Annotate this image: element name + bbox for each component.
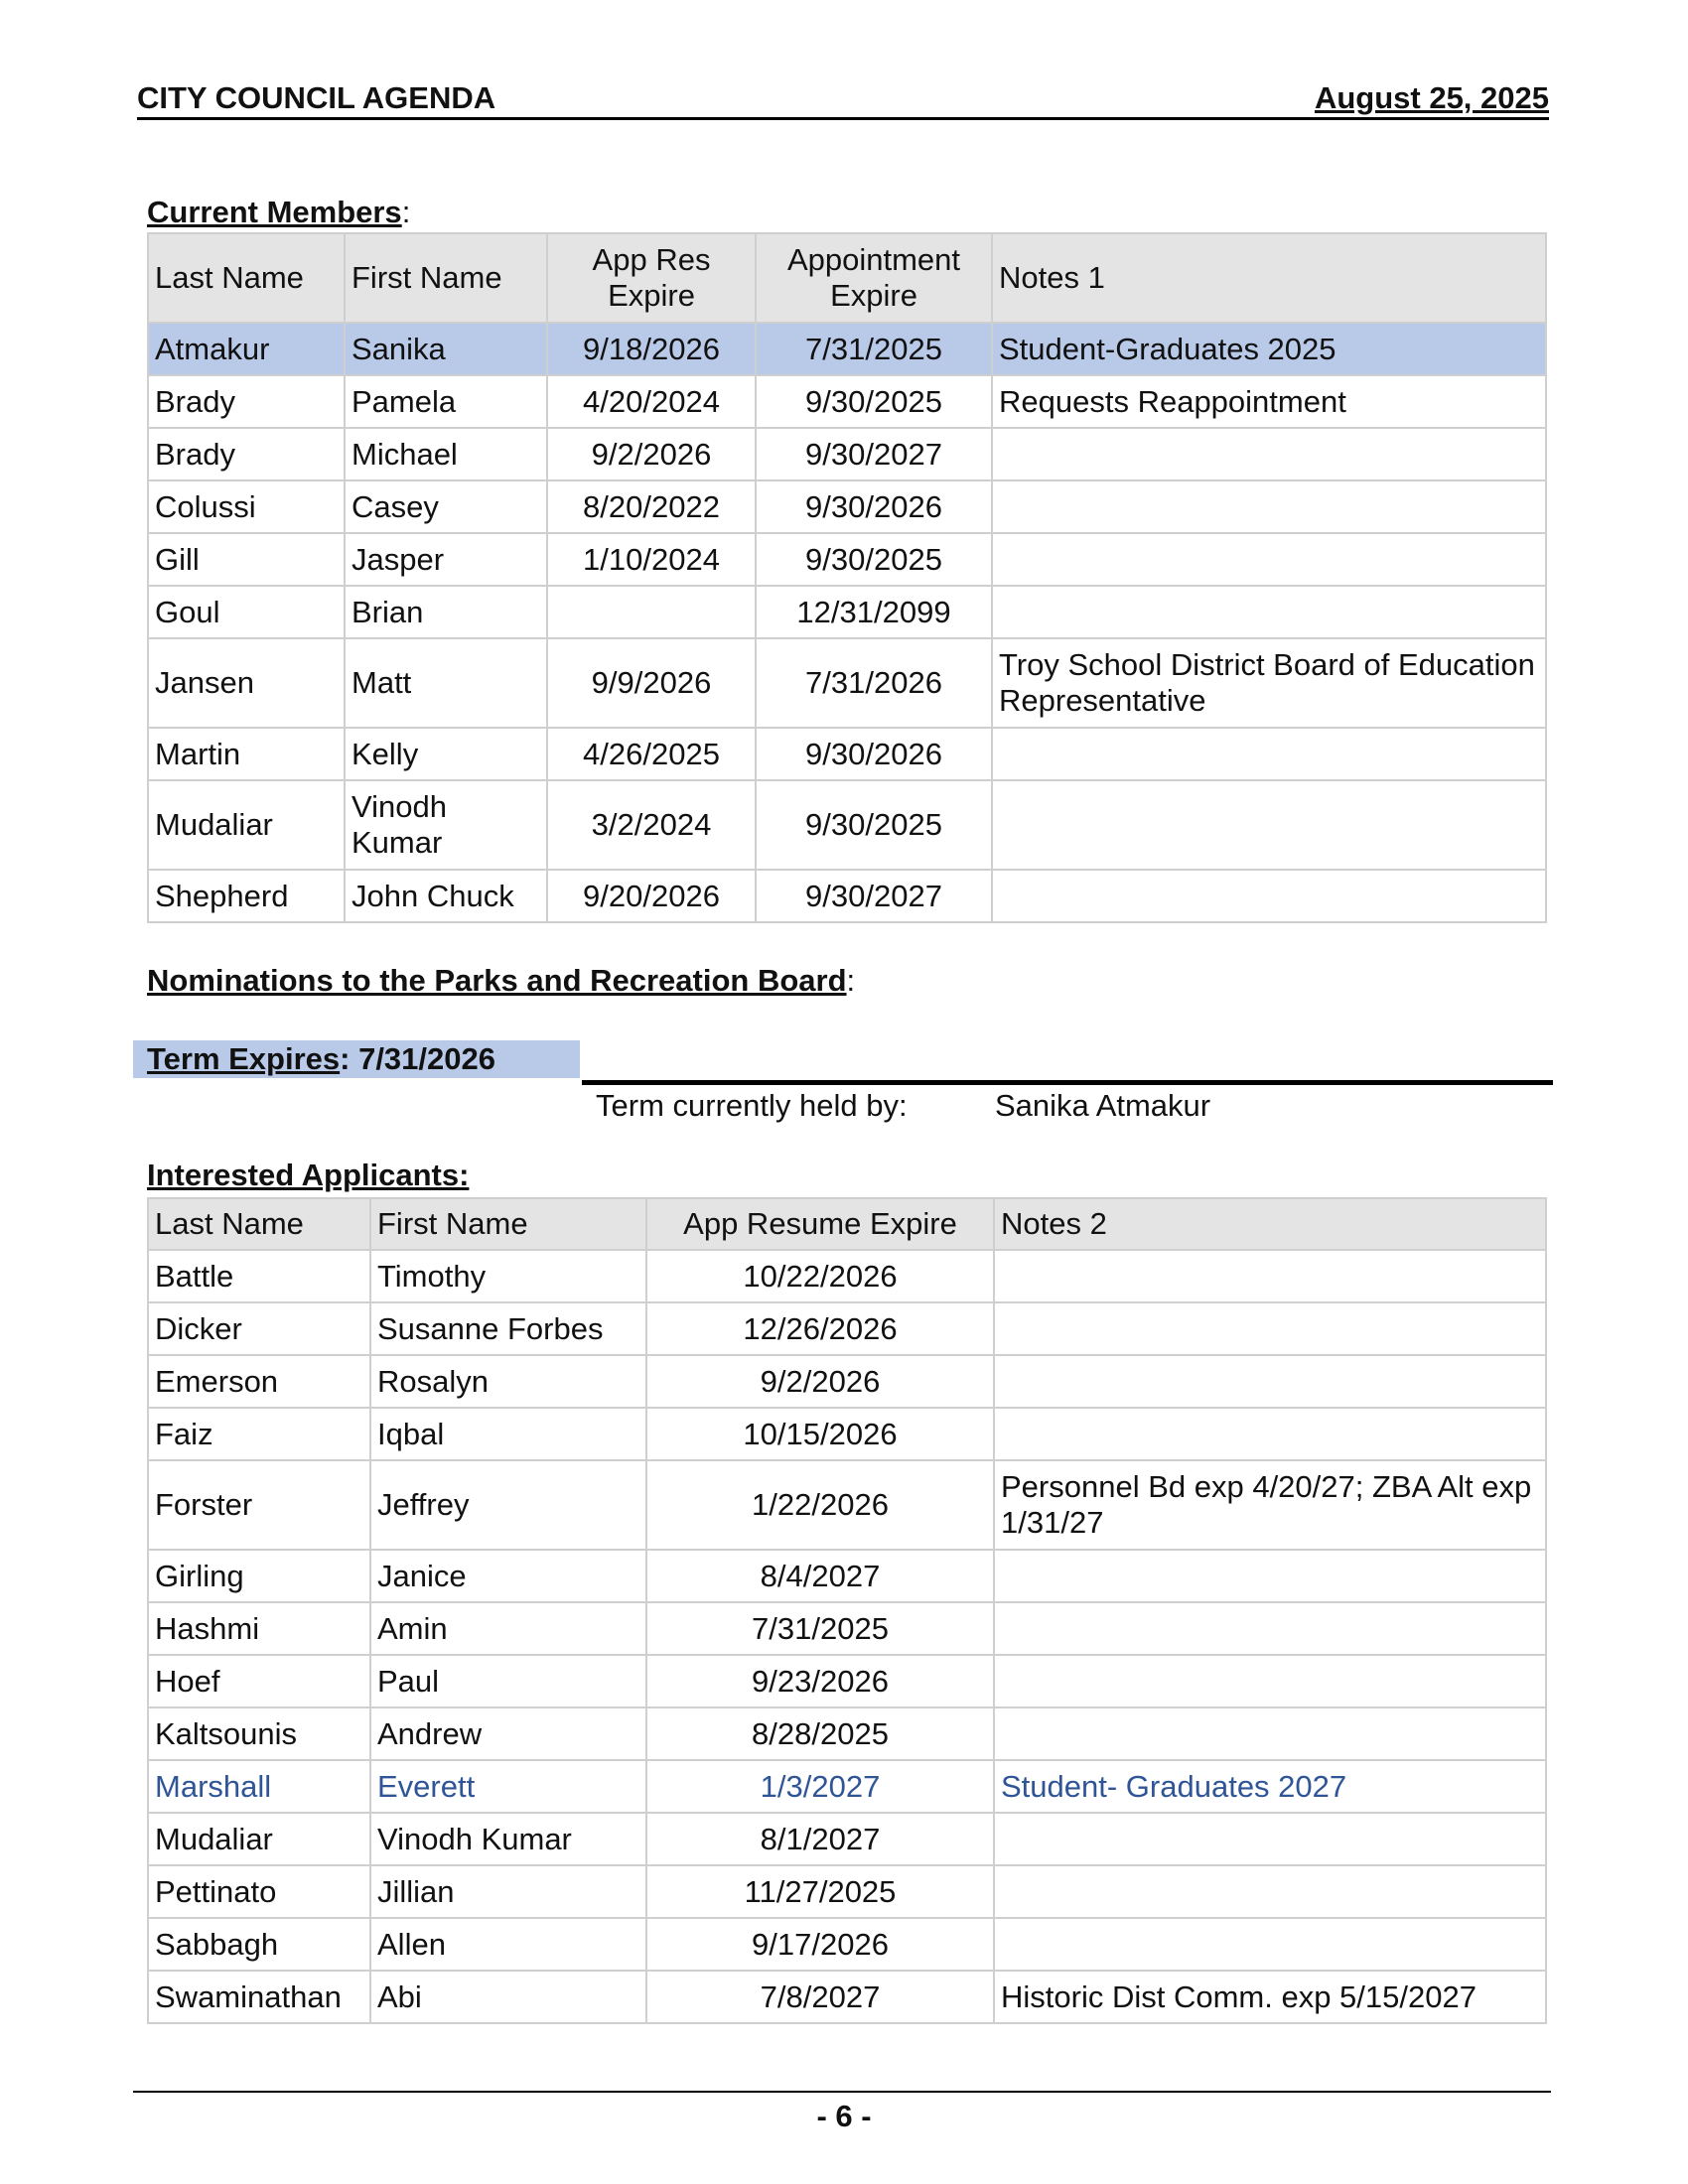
table-cell: Swaminathan [148, 1971, 370, 2023]
table-cell [994, 1707, 1546, 1760]
table-cell: Sabbagh [148, 1918, 370, 1971]
table-cell: 9/30/2027 [756, 428, 992, 480]
table-cell: Pettinato [148, 1865, 370, 1918]
term-held-by-name: Sanika Atmakur [995, 1088, 1211, 1123]
table-row [148, 728, 1546, 780]
table-cell: Personnel Bd exp 4/20/27; ZBA Alt exp 1/31/27 [994, 1460, 1546, 1550]
agenda-title: CITY COUNCIL AGENDA [137, 80, 496, 115]
table-cell: Shepherd [148, 870, 345, 922]
table-cell: John Chuck [345, 870, 547, 922]
table-cell [994, 1550, 1546, 1602]
table-cell [994, 1355, 1546, 1408]
col-app-res-expire: App Res Expire [547, 233, 756, 323]
table-cell: 9/2/2026 [547, 428, 756, 480]
table-cell: 9/30/2025 [756, 375, 992, 428]
table-cell: 9/30/2025 [756, 533, 992, 586]
table-cell: Andrew [370, 1707, 646, 1760]
table-cell: Brady [148, 428, 345, 480]
table-cell: Gill [148, 533, 345, 586]
term-rule [582, 1080, 1553, 1085]
table-cell: Colussi [148, 480, 345, 533]
table-cell: Kaltsounis [148, 1707, 370, 1760]
table-cell: Sanika [345, 323, 547, 375]
table-header-row [148, 1198, 1546, 1250]
col-last-name: Last Name [148, 233, 345, 323]
table-cell: 8/4/2027 [646, 1550, 994, 1602]
table-cell: 7/31/2025 [756, 323, 992, 375]
table-row [148, 870, 1546, 922]
table-cell [994, 1250, 1546, 1302]
table-row [148, 1813, 1546, 1865]
table-cell [994, 1813, 1546, 1865]
table-cell: 7/31/2025 [646, 1602, 994, 1655]
table-cell: 9/30/2027 [756, 870, 992, 922]
table-cell: 8/20/2022 [547, 480, 756, 533]
col-first-name: First Name [345, 233, 547, 323]
table-cell: Timothy [370, 1250, 646, 1302]
table-cell: Mudaliar [148, 780, 345, 870]
table-cell: Atmakur [148, 323, 345, 375]
nominations-label: Nominations to the Parks and Recreation Board: [147, 963, 856, 998]
table-cell [994, 1865, 1546, 1918]
table-row [148, 638, 1546, 728]
table-cell: Allen [370, 1918, 646, 1971]
table-cell: Everett [370, 1760, 646, 1813]
table-cell: 10/22/2026 [646, 1250, 994, 1302]
table-cell [994, 1918, 1546, 1971]
table-cell: Goul [148, 586, 345, 638]
table-cell: Student- Graduates 2027 [994, 1760, 1546, 1813]
table-cell [992, 728, 1546, 780]
footer-rule [133, 2091, 1551, 2093]
table-cell: Michael [345, 428, 547, 480]
table-cell: Historic Dist Comm. exp 5/15/2027 [994, 1971, 1546, 2023]
table-header-row [148, 233, 1546, 323]
table-cell: Marshall [148, 1760, 370, 1813]
table-cell: 11/27/2025 [646, 1865, 994, 1918]
col-appointment-expire: Appointment Expire [756, 233, 992, 323]
table-cell: Girling [148, 1550, 370, 1602]
table-cell: Kelly [345, 728, 547, 780]
table-cell: 9/18/2026 [547, 323, 756, 375]
table-cell: Janice [370, 1550, 646, 1602]
table-cell: 8/28/2025 [646, 1707, 994, 1760]
table-cell: Rosalyn [370, 1355, 646, 1408]
table-cell: Mudaliar [148, 1813, 370, 1865]
table-cell [992, 428, 1546, 480]
table-cell: 9/2/2026 [646, 1355, 994, 1408]
table-cell: 9/30/2025 [756, 780, 992, 870]
table-cell [547, 586, 756, 638]
table-cell: 9/20/2026 [547, 870, 756, 922]
table-cell: Forster [148, 1460, 370, 1550]
table-cell: Battle [148, 1250, 370, 1302]
table-row [148, 1550, 1546, 1602]
table-cell [994, 1408, 1546, 1460]
col-last-name: Last Name [148, 1198, 370, 1250]
table-cell: 7/8/2027 [646, 1971, 994, 2023]
table-row [148, 1460, 1546, 1550]
table-cell: 1/10/2024 [547, 533, 756, 586]
table-cell: Paul [370, 1655, 646, 1707]
col-notes-1: Notes 1 [992, 233, 1546, 323]
table-cell: 1/22/2026 [646, 1460, 994, 1550]
table-cell: 4/20/2024 [547, 375, 756, 428]
table-row [148, 586, 1546, 638]
current-members-table [147, 232, 1547, 923]
table-cell: Hashmi [148, 1602, 370, 1655]
table-cell: 9/17/2026 [646, 1918, 994, 1971]
table-cell: Abi [370, 1971, 646, 2023]
table-cell: 1/3/2027 [646, 1760, 994, 1813]
table-row [148, 1971, 1546, 2023]
table-cell: Vinodh Kumar [370, 1813, 646, 1865]
table-row [148, 533, 1546, 586]
table-cell: Iqbal [370, 1408, 646, 1460]
table-cell: 9/23/2026 [646, 1655, 994, 1707]
table-cell: Hoef [148, 1655, 370, 1707]
agenda-date: August 25, 2025 [1314, 80, 1549, 115]
table-cell [992, 533, 1546, 586]
table-cell [992, 780, 1546, 870]
table-row [148, 1408, 1546, 1460]
table-cell: Matt [345, 638, 547, 728]
current-members-label: Current Members: [147, 195, 411, 229]
table-cell: Amin [370, 1602, 646, 1655]
applicants-table [147, 1197, 1547, 2024]
table-row [148, 1655, 1546, 1707]
table-cell [994, 1655, 1546, 1707]
table-row [148, 428, 1546, 480]
table-cell: Martin [148, 728, 345, 780]
table-row [148, 480, 1546, 533]
table-cell: Brady [148, 375, 345, 428]
table-cell [992, 480, 1546, 533]
table-cell: 9/30/2026 [756, 728, 992, 780]
table-row [148, 1760, 1546, 1813]
table-cell: 4/26/2025 [547, 728, 756, 780]
table-row [148, 1865, 1546, 1918]
table-cell: 10/15/2026 [646, 1408, 994, 1460]
table-row [148, 1707, 1546, 1760]
table-cell: Student-Graduates 2025 [992, 323, 1546, 375]
table-cell: Jasper [345, 533, 547, 586]
table-cell: 7/31/2026 [756, 638, 992, 728]
table-cell: 3/2/2024 [547, 780, 756, 870]
table-cell [992, 870, 1546, 922]
applicants-label: Interested Applicants: [147, 1158, 470, 1192]
table-cell: 9/30/2026 [756, 480, 992, 533]
table-cell: 9/9/2026 [547, 638, 756, 728]
table-row [148, 375, 1546, 428]
table-cell: Emerson [148, 1355, 370, 1408]
col-app-resume-expire: App Resume Expire [646, 1198, 994, 1250]
table-cell: Faiz [148, 1408, 370, 1460]
table-cell: 12/26/2026 [646, 1302, 994, 1355]
table-row [148, 1355, 1546, 1408]
term-expires-box: Term Expires: 7/31/2026 [133, 1040, 580, 1078]
table-cell: 8/1/2027 [646, 1813, 994, 1865]
table-row [148, 1302, 1546, 1355]
table-row [148, 780, 1546, 870]
table-cell: Jeffrey [370, 1460, 646, 1550]
table-cell: Dicker [148, 1302, 370, 1355]
page-header [137, 79, 1549, 120]
table-cell: Brian [345, 586, 547, 638]
table-cell [994, 1302, 1546, 1355]
table-cell: Casey [345, 480, 547, 533]
table-cell: Jansen [148, 638, 345, 728]
table-cell: Jillian [370, 1865, 646, 1918]
table-cell: Requests Reappointment [992, 375, 1546, 428]
term-held-by-label: Term currently held by: [596, 1088, 908, 1123]
table-cell: Vinodh Kumar [345, 780, 547, 870]
page-number: - 6 - [816, 2099, 872, 2133]
table-row [148, 1250, 1546, 1302]
table-row [148, 1602, 1546, 1655]
table-row [148, 1918, 1546, 1971]
table-cell: 12/31/2099 [756, 586, 992, 638]
table-cell: Susanne Forbes [370, 1302, 646, 1355]
table-cell [992, 586, 1546, 638]
col-notes-2: Notes 2 [994, 1198, 1546, 1250]
table-row [148, 323, 1546, 375]
table-cell [994, 1602, 1546, 1655]
table-cell: Pamela [345, 375, 547, 428]
table-cell: Troy School District Board of Education Representative [992, 638, 1546, 728]
col-first-name: First Name [370, 1198, 646, 1250]
